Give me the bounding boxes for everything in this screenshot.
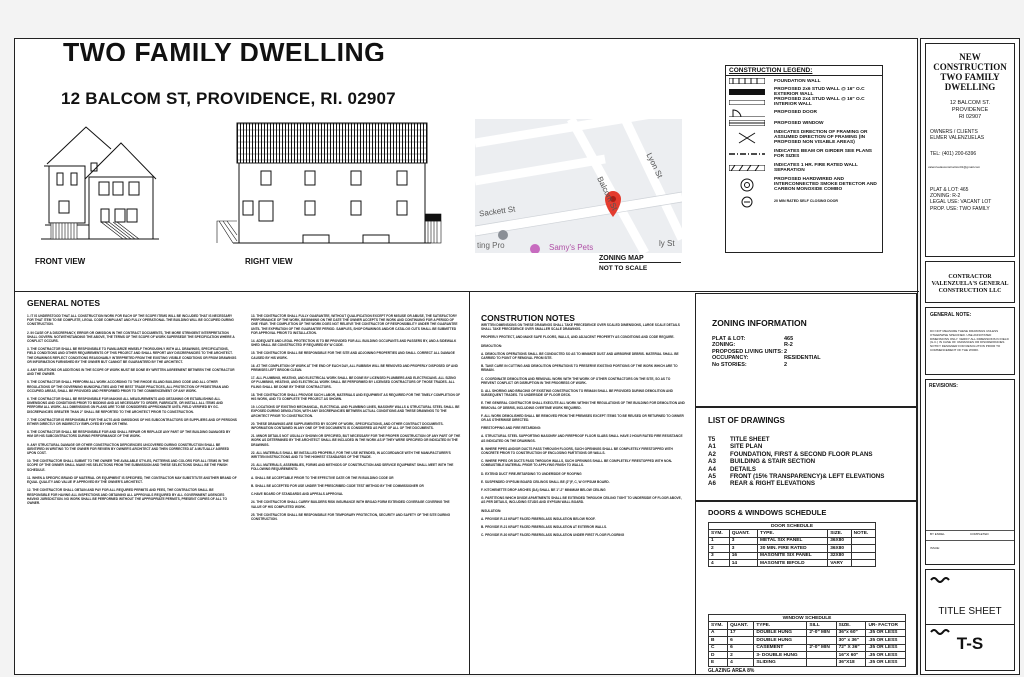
note-item: FIRESTOPPING AND FIRE RETARDING: <box>481 426 542 431</box>
zoning-row: PROPOSED LIVING UNITS: 2 <box>712 348 788 355</box>
note-item: 25. THE CONTRACTOR SHALL BE RESPONSIBLE FOR TEMPORARY PROTECTION, SECURITY AND SAFETY OF THE SITE DURING CONSTRUCTION. <box>251 512 451 521</box>
zoning-rows <box>712 336 821 368</box>
divider <box>15 291 919 292</box>
note-item: D. EXTEND DUCT FIRE-RETARDING TO UNDERSIDE OF ROOFING <box>481 471 582 476</box>
project-info-box <box>925 43 1015 257</box>
door-schedule-title: DOOR SCHEDULE <box>709 523 876 530</box>
drawing-item: T5 TITLE SHEET <box>708 436 770 443</box>
map-street-lyon: Lyon St <box>644 151 665 180</box>
note-item: F. KITCHENETTE DROP ARCHES (DA) SHALL BE 1"-2" MINIMUM BELOW CEILING <box>481 488 606 493</box>
tb-general-note-text: DO NOT MEASURE THESE DRAWINGS UNLESS OTHERWISE SPECIFIED. USE ANNOTATED DIMENSIONS ONLY. VERIFY ALL DIMENSIONS IN FIELD (G.C.) IN CASE OF VARIANCES OR DISCREPANCIES NOTIFY DESIGNER FOR RESOLUTION PRIOR TO COMMENCEMENT OF THE WORK. <box>930 329 1009 352</box>
tb-tel: TEL: (401) 200-6396 <box>930 151 977 157</box>
note-item: 15. THE CONTRACTOR SHALL BE RESPONSIBLE FOR THE SITE AND ADJOINING PROPERTIES AND SHALL CORRECT ALL DAMAGE CAUSED BY HIS WORK. <box>251 351 455 360</box>
legend-row <box>726 161 882 175</box>
legend-text: INDICATES 1 HR. FIRE RATED WALL SEPARATION <box>774 162 858 173</box>
note-item: 2. IN CASE OF A DISCREPANCY, ERROR OR OMISSION IN THE CONTRACT DOCUMENTS, THE MORE STRINGENT INTERPRETATION SHALL GOVERN. NOTWITHSTANDING THE ABOVE, THE TERMS OF THE SCOPE OF WORK SUPERSEDE THE SPECIFICATION WHERE A CONFLICT OCCURS. <box>27 330 235 344</box>
legend-row <box>726 147 882 161</box>
window-schedule-title: WINDOW SCHEDULE <box>709 615 906 622</box>
general-notes-col1 <box>27 314 237 509</box>
legend-text: PROPOSED WINDOW <box>774 120 824 126</box>
table-row: 2 3 30 MIN. FIRE RATED 36X80 <box>709 545 876 552</box>
map-poi-samys-pets: Samy's Pets <box>549 243 594 252</box>
note-item: 3. THE CONTRACTOR SHALL BE RESPONSIBLE TO FAMILIARIZE HIMSELF THOROUGHLY WITH ALL DRAWINGS, SPECIFICATIONS, FIELD CONDITIONS AND OTHER REQUIREMENTS OF THIS PROJECT AND SHALL REPORT ANY DISCREPANCIES TO THE ARCHITECT. THE DRAWINGS REFLECT CONDITIONS REASONABLY INTERPRETED FROM THE EXISTING VISIBLE CONDITIONS OR FROM DRAWINGS OR INFORMATION FURNISHED BY THE OWNER BUT CANNOT BE GUARANTEED BY THE ARCHITECT. <box>27 347 237 364</box>
map-poi-ting-pro: ting Pro <box>477 241 505 250</box>
tb-general-note <box>925 307 1015 375</box>
construction-legend <box>725 65 883 253</box>
zoning-row: PLAT & LOT: 465 <box>712 336 794 342</box>
note-item: 11. WHEN A SPECIFIC BRAND OF MATERIAL OR EQUIPMENT IS SPECIFIED, THE CONTRACTOR MAY SUBSTITUTE ANOTHER BRAND OF EQUAL QUALITY AND VALUE IF APPROVED BY THE OWNER'S ARCHITECT. <box>27 475 237 485</box>
drawing-list-box <box>695 407 917 501</box>
drawing-sheet <box>14 38 918 675</box>
front-view-label: FRONT VIEW <box>35 257 86 266</box>
drawing-list-title: LIST OF DRAWINGS <box>708 416 785 425</box>
note-item: 6. THE CONTRACTOR SHALL BE RESPONSIBLE FOR MAKING ALL MEASUREMENTS AND OBTAINING OR ESTABLISHING ALL DIMENSIONS AND CONDITIONS PRIOR TO BIDDING AND AS NECESSARY TO ORDER, FABRICATE, OR INSTALL ALL ITEMS AND PERFORM ALL WORK. ALL DIMENSIONS ON PLANS ARE TO BE CONSIDERED APPROXIMATE UNTIL FIELD VERIFIED BY GC. DISCREPANCIES GREATER THAN 2" SHALL BE REPORTED TO THE ARCHITECT PRIOR TO CONSTRUCTION. <box>27 397 223 414</box>
legend-text: 20 MIN RATED SELF CLOSING DOOR <box>774 199 839 203</box>
zoning-map-scale: NOT TO SCALE <box>599 265 648 272</box>
project-title: TWO FAMILY DWELLING <box>63 39 386 61</box>
note-item: C. WHERE PIPES OR DUCTS PASS THROUGH WALLS, SUCH OPENINGS SHALL BE COMPLETELY FIRESTOPPED WITH NON-COMBUSTIBLE MATERIAL PRIOR TO APPLYING FINISH TO WALLS. <box>481 459 673 468</box>
legend-row <box>726 129 882 147</box>
note-item: 12. THE CONTRACTOR SHALL OBTAIN AND PAY FOR ALL REQUIRED PERMITS AND FEES, THE CONTRACTOR SHALL BE RESPONSIBLE FOR HAVING ALL INSPECTIONS AND OBTAINING ALL APPROVALS REQUIRED BY ALL GOVERNMENT AGENCIES HAVING JURISDICTION. NO WORK SHALL BE PERFORMED WITHOUT THE APPROPRIATE PERMITS, PRESENT COPIES OF ALL TO OWNER. <box>27 488 227 505</box>
legend-row <box>726 175 882 195</box>
table-row: 1 3 METAL SIX PANEL 36X80 <box>709 537 876 544</box>
legend-text: PROPOSED 2x4 STUD WALL @ 16" O.C INTERIOR WALL <box>774 97 865 108</box>
table-row: A 17 DOUBLE HUNG 2'-0" MIN 36"x 60" .35 OR LESS <box>709 629 906 636</box>
note-item: E. SUSPENDED GYPSUM BOARD CEILINGS SHALL BE (2")F, C, W GYPSUM BOARD. <box>481 479 610 484</box>
note-item: C. PROVIDE R-30 KRAFT FACED FIBERGLASS INSULATION UNDER FIRST FLOOR FLOORING <box>481 533 625 538</box>
tb-revisions-label: REVISIONS: <box>929 383 958 389</box>
note-item: B. PROVIDE R-21 KRAFT FACED FIBERGLASS INSULATION AT EXTERIOR WALLS. <box>481 525 608 530</box>
map-street-ly: ly St <box>659 239 675 248</box>
zoning-map <box>475 119 682 253</box>
map-graphic <box>475 119 682 253</box>
glazing-area: GLAZING AREA 8% <box>708 668 755 674</box>
note-item: 8. THE CONTRACTOR SHALL BE RESPONSIBLE FOR AND SHALL REPAIR OR REPLACE ANY PART OF THE BUILDING DAMAGED BY HIM OR HIS SUBCONTRACTORS DURING PERFORMANCE OF THE WORK. <box>27 430 231 439</box>
zoning-row: No STORIES: 2 <box>712 361 788 368</box>
note-item: 19. LOCATIONS OF EXISTING MECHANICAL, ELECTRICAL AND PLUMBING LINES, MASONRY WALLS & STRUCTURAL STEEL SHALL BE EXPOSED DURING DEMOLITION, WITH ANY DISCREPANCIES BETWEEN ACTUAL CONDITIONS AND THESE DRAWINGS TO THE ARCHITECT PRIOR TO CONSTRUCTION. <box>251 405 460 418</box>
note-item: 1. IT IS UNDERSTOOD THAT ALL CONSTRUCTION WORK FOR EACH OF THE SCOPE ITEMS WILL BE INCLUDED THAT IS NECESSARY FOR THAT ITEM TO BE COMPLETE, LEGAL CODE COMPLIANT AND FULLY OPERATIONAL THE BUILDING WILL BE OCCUPIED DURING CONSTRUCTION. <box>27 314 234 327</box>
legend-text: FOUNDATION WALL <box>774 78 821 84</box>
note-item: 23. ALL MATERIALS, ASSEMBLIES, FORMS AND METHODS OF CONSTRUCTION AND SERVICE EQUIPMENT SHALL MEET WITH THE FOLLOWING REQUIREMENTS: <box>251 463 454 472</box>
note-item: 17. ALL PLUMBING, HEATING, AND ELECTRICAL WORK SHALL BE DONE BY LICENSED PLUMBERS AND ELECTRICIANS. ALL SIZING OF PLUMBING, HEATING, AND ELECTRICAL WORK SHALL BE PERFORMED BY LICENSED CONTRACTORS OF THOSE TRADES. ALL FILING SHALL BE DONE BY THESE CONTRACTORS. <box>251 376 456 389</box>
note-item: A. DEMOLITION OPERATIONS SHALL BE CONDUCTED SO AS TO MINIMIZE DUST AND AIRBORNE DEBRIS. MATERIAL SHALL BE CARRIED TO POINT OF REMOVAL FROM SITE. <box>481 351 679 361</box>
legend-row <box>726 97 882 108</box>
table-row: E 4 SLIDING 36"X18 .35 OR LESS <box>709 659 906 666</box>
note-item: D. ALL SHORING AND BRACING OF EXISTING CONSTRUCTION TO REMAIN SHALL BE PROVIDED DURING DEMOLITION AND SUBSEQUENT TRADES. TO UNDERSIDE OF FLOOR DECK. <box>481 389 673 398</box>
drawing-item: A6 REAR & RIGHT ELEVATIONS <box>708 480 816 488</box>
legend-text: INDICATES DIRECTION OF FRAMING OR ASSUMED DIRECTION OF FRAMING (IN PROPOSED NON VISABLE AREAS) <box>774 130 868 145</box>
window-schedule-table <box>708 614 906 667</box>
map-street-balcom: Balcom St <box>595 175 620 212</box>
note-item: 9. ANY STRUCTURAL DAMAGE OR OTHER CONSTRUCTION DEFICIENCIES UNCOVERED DURING CONSTRUCTION SHALL BE IDENTIFIED IN WRITING TO THE OWNER FOR REVIEW BY OWNER'S ARCHITECT AND THEN CORRECTED AT A MUTUALLY AGREED UPON COST. <box>27 442 230 456</box>
table-row: D 2 3- DOUBLE HUNG 16"X 60" .35 OR LESS <box>709 651 906 658</box>
drawing-item: A3 BUILDING & STAIR SECTION <box>708 458 816 466</box>
note-item: DEMOLITION: <box>481 343 503 348</box>
note-item: INSULATION: <box>481 508 502 513</box>
table-header: SYM. QUANT. TYPE. SILL SIZE. UR- FACTOR <box>709 622 906 629</box>
tb-sheet-box <box>925 569 1015 671</box>
general-notes-title: GENERAL NOTES <box>27 298 101 308</box>
tb-owners: OWNERS / CLIENTS ELMER VALENZUELAS <box>930 129 985 141</box>
tb-sheet-title: TITLE SHEET <box>938 606 1002 617</box>
note-item: C.HAVE BOARD OF STANDARDS AND APPEALS APPROVAL <box>251 492 344 497</box>
note-item: C. COORDINATE DEMOLITION AND REMOVAL WORK WITH THE WORK OF OTHER CONTRACTORS ON THE SITE, SO AS TO PREVENT CONFLICT OR DISRUPTION IN THE PROGRESS OF WORK. <box>481 376 671 385</box>
general-notes-col2 <box>251 314 461 525</box>
table-row: 3 16 MASONITE SIX PANEL 32X80 <box>709 552 876 559</box>
note-item: F. ALL WORK DEMOLISHED SHALL BE REMOVED FROM THE PREMISES EXCEPT ITEMS TO BE REUSED OR RETURNED TO OWNER OR AS OTHERWISE DIRECTED. <box>481 413 684 423</box>
tb-sheet-number: T-S <box>956 634 984 653</box>
legend-row <box>726 195 882 209</box>
table-row: C 6 CASEMENT 2'-0" MIN 72" X 36" .35 OR LESS <box>709 644 906 651</box>
title-block <box>920 38 1020 675</box>
note-item: 7. THE CONTRACTOR IS RESPONSIBLE FOR THE ACTS AND OMISSIONS OF HIS SUBCONTRACTORS OR SUPPLIERS AND OF PERSONS EITHER DIRECTLY OR INDIRECTLY EMPLOYED BY HIM OR THEM. <box>27 417 237 427</box>
project-address: 12 BALCOM ST, PROVIDENCE, RI. 02907 <box>61 89 396 108</box>
note-item: 20. THESE DRAWINGS ARE SUPPLEMENTED BY SCOPE OF WORK, SPECIFICATIONS, AND OTHER CONTRACT DOCUMENTS. INFORMATION CONTAINED IN ANY ONE OF THE DOCUMENTS IS CONSIDERED AS PART OF ALL OF THE DOCUMENTS. <box>251 421 444 431</box>
legend-row <box>726 108 882 119</box>
note-item: A. STRUCTURAL STEEL SUPPORTING MASONRY AND FIREPROOF FLOOR SLABS SHALL HAVE 2 HOUR RATED FIRE RESISTANCE AS INDICATED ON THE DRAWINGS. <box>481 434 683 443</box>
legend-text: INDICATES BEAM OR GIRDER SEE PLANS FOR SIZES <box>774 148 872 159</box>
zoning-map-label: ZONING MAP <box>599 255 681 263</box>
tb-address: 12 BALCOM ST. PROVIDENCE RI 02907 <box>949 100 991 120</box>
legend-row <box>726 87 882 98</box>
zoning-title: ZONING INFORMATION <box>712 318 807 328</box>
divider <box>469 291 470 675</box>
schedule-box <box>695 501 917 675</box>
note-item: B. SHALL BE ACCEPTED FOR USE UNDER THE PRESCRIBED CODE TEST METHOD BY THE COMMISSIONER OR <box>251 483 424 488</box>
note-item: B. WHERE PIPES AND/OR DUCTS PASS THROUGH FLOORS, SUCH OPENINGS SHALL BE COMPLETELY FIRESTOPPED WITH CONCRETE PRIOR TO CONSTRUCTION OF ENCLOSING PARTITIONS OR WALLS. <box>481 446 673 456</box>
construction-notes-title: CONSTRUTION NOTES <box>481 313 575 323</box>
tb-lot-info: PLAT & LOT: 465 ZONING: R-2 LEGAL USE: VACANT LOT PROP. USE: TWO FAMILY <box>930 187 992 212</box>
note-item: 14. ADEQUATE AND LEGAL PROTECTION IS TO BE PROVIDED FOR ALL BUILDING OCCUPANTS AND PASSERS BY, AND A SIDEWALK SHED SHALL BE CONSTRUCTED IF REQUIRED BY W CODE. <box>251 339 457 348</box>
note-item: B. TAKE CARE IN CUTTING AND DEMOLITION OPERATIONS TO PRESERVE EXISTING PORTIONS OF THE WORK WHICH ARE TO REMAIN. <box>481 364 678 373</box>
note-item: 16. AT THE COMPLETION OF WORK AT THE END OF EACH DAY, ALL RUBBISH WILL BE REMOVED AND PROPERLY DISPOSED OF AND PREMISES LEFT BROOM CLEAN. <box>251 363 458 373</box>
tb-small-label: BY ENDEL <box>930 532 945 536</box>
note-item: E. THE GENERAL CONTRACTOR SHALL EXECUTE ALL WORK WITHIN THE REGULATIONS OF THE BUILDING FOR DEMOLITION AND REMOVAL OF DEBRIS, INCLUDING OVERTIME WORK REQUIRED. <box>481 401 685 410</box>
map-street-sackett: Sackett St <box>478 204 516 219</box>
note-item: 22. ALL MATERIALS SHALL BE INSTALLED PROPERLY, FOR THE USE INTENDED, IN ACCORDANCE WITH THE MANUFACTURER'S WRITTEN INSTRUCTIONS AND TO THE HIGHEST STANDARDS OF THE TRADE. <box>251 450 451 460</box>
note-item: 4. ANY DELETIONS OR ADDITIONS IN THE SCOPE OF WORK MUST BE DONE BY WRITTEN AGREEMENT BETWEEN THE CONTRACTOR AND THE OWNER. <box>27 368 235 377</box>
zoning-row: ZONING: R-2 <box>712 342 793 349</box>
table-header: SYM. QUANT. TYPE. SIZE. NOTE. <box>709 530 876 537</box>
tb-general-note-label: GENERAL NOTE: <box>930 312 972 318</box>
legend-text: PROPOSED HARDWIRED AND INTERCONNECTED SMOKE DETECTOR AND CARBON MONOXIDE COMBO <box>774 177 877 192</box>
tb-contractor: CONTRACTOR VALENZUELA'S GENERAL CONSTRUCTION LLC <box>925 261 1015 303</box>
legend-text: PROPOSED DOOR <box>774 110 817 116</box>
tb-small-label: ISSUE: <box>930 546 940 550</box>
note-item: 24. THE CONTRACTOR SHALL CARRY BUILDERS RISK INSURANCE WITH BROAD FORM EXTENDED COVERAGE COVERING THE VALUE OF HIS COMPLETED WORK. <box>251 500 450 509</box>
legend-row <box>726 76 882 87</box>
legend-row <box>726 118 882 129</box>
table-row: 4 14 MASONITE BIFOLD VARY <box>709 559 876 566</box>
tb-revisions <box>925 379 1015 565</box>
drawing-item: A4 DETAILS <box>708 465 757 473</box>
drawing-item: A5 FRONT (15% TRANSPARENCY)& LEFT ELEVATIONS <box>708 473 885 481</box>
note-item: PROPERLY PROTECT, AND MAKE SAFE FLOORS, WALLS, AND ADJACENT PROPERTY AS CONDITIONS AND CODE REQUIRE. <box>481 335 675 340</box>
tb-project-name: NEW CONSTRUCTION TWO FAMILY DWELLING <box>933 52 1007 92</box>
drawing-item: A2 FOUNDATION, FIRST & SECOND FLOOR PLANS <box>708 450 873 458</box>
legend-text: PROPOSED 2x6 STUD WALL @ 16" O.C EXTERIOR WALL <box>774 86 865 97</box>
drawing-list <box>708 436 884 488</box>
note-item: 21. MINOR DETAILS NOT USUALLY SHOWN OR SPECIFIED, BUT NECESSARY FOR THE PROPER CONSTRUCTION OF ANY PART OF THE WORK AS DETERMINED BY THE ARCHITECT SHALL BE INCLUDED IN THE WORK AS IF THEY WERE SPECIFIED OR INDICATED IN THE DRAWINGS. <box>251 434 461 447</box>
shop-marker-icon <box>530 244 540 253</box>
tb-email: valenzuelasconstruction01@gmail.com <box>928 165 981 169</box>
drawing-item: A1 SITE PLAN <box>708 443 763 451</box>
note-item: 18. THE CONTRACTOR SHALL PROVIDE SUCH LABOR, MATERIALS AND EQUIPMENT AS REQUIRED FOR THE TIMELY COMPLETION OF HIS WORK, AND TO COMPLETE THE PROJECT AS SHOWN. <box>251 392 461 402</box>
legend-title: CONSTRUCTION LEGEND: <box>726 66 882 76</box>
note-item: A. PROVIDE R-13 KRAFT FACED FIBERGLASS INSULATION BELOW ROOF. <box>481 516 596 521</box>
table-row: B 6 DOUBLE HUNG 30" x 36" .35 OR LESS <box>709 637 906 644</box>
note-item: 5. THE CONTRACTOR SHALL PERFORM ALL WORK ACCORDING TO THE RHODE ISLAND BUILDING CODE AND ALL OTHER REGULATIONS OF THE GOVERNING MUNICIPALITIES AND THE BEST TRADE PRACTICES, ALL PROTECTION OF PEDESTRIAN AND OCCUPIED AREAS, SHALL BE PROVIDED AND PERFORMED PRIOR TO THE COMMENCEMENT OF ANY WORK. <box>27 380 229 393</box>
front-elevation-drawing <box>41 119 161 254</box>
zoning-info-box <box>695 293 917 407</box>
place-marker-icon <box>498 230 508 240</box>
schedule-title: DOORS & WINDOWS SCHEDULE <box>708 508 827 517</box>
door-schedule-table <box>708 522 876 567</box>
note-item: 10. THE CONTRACTOR SHALL SUBMIT TO THE OWNER THE AVAILABLE STYLES, PATTERNS AND COLORS FOR ALL ITEMS IN THE SCOPE OF THE OWNER SHALL MAKE HIS SELECTIONS FROM THE SUBMISSION AND THESE SELECTIONS SHALL BE THE FINISH SCHEDULE. <box>27 459 229 472</box>
zoning-row: OCCUPANCY: RESIDENTIAL <box>712 355 821 362</box>
right-elevation-drawing <box>203 121 463 251</box>
note-item: A. SHALL BE ACCEPTABLE PRIOR TO THE EFFECTIVE DATE OR THE RI BUILDING CODE OR <box>251 475 394 480</box>
note-item: G. PARTITIONS WHICH DIVIDE APARTMENTS SHALL BE EXTENDED THROUGH CEILING TIGHT TO UNDERSIDE OF FLOOR ABOVE, AS PER DETAILS, INCLUDING STUDS AND GYPSUM WALL BOARD. <box>481 496 682 505</box>
stamp-scribble-icon <box>930 576 950 584</box>
tb-small-label: COMPLETED <box>970 532 989 536</box>
note-item: 13. THE CONTRACTOR SHALL FULLY GUARANTEE, WITHOUT QUALIFICATION EXCEPT FOR MISUSE OR ABUSE, THE SATISFACTORY PERFORMANCE OF THE WORK, BEGINNING ON THE DATE THE OWNER ACCEPTS THE WORK AND CONTINUING FOR A PERIOD OF ONE YEAR. THE COMPLETION OF THE WORK DOES NOT RELIEVE THE CONTRACTOR OF RESPONSIBILITY UNDER THE GUARANTEE UNTIL THE EXPIRATION OF THE GUARANTEE PERIOD. SAMPLES, SHOP DRAWINGS AND/OR CATALOG CUTS SHALL BE SUBMITTED FOR APPROVAL PRIOR TO INSTALLATION. <box>251 314 458 335</box>
note-item: WRITTEN DIMENSIONS ON THESE DRAWINGS SHALL TAKE PRECEDENCE OVER SCALED DIMENSIONS, LARGE SCALE DETAILS SHALL TAKE PRECEDENCE OVER SMALLER SCALE DRAWINGS. <box>481 323 680 332</box>
right-view-label: RIGHT VIEW <box>245 257 293 266</box>
construction-notes-list <box>481 323 686 542</box>
